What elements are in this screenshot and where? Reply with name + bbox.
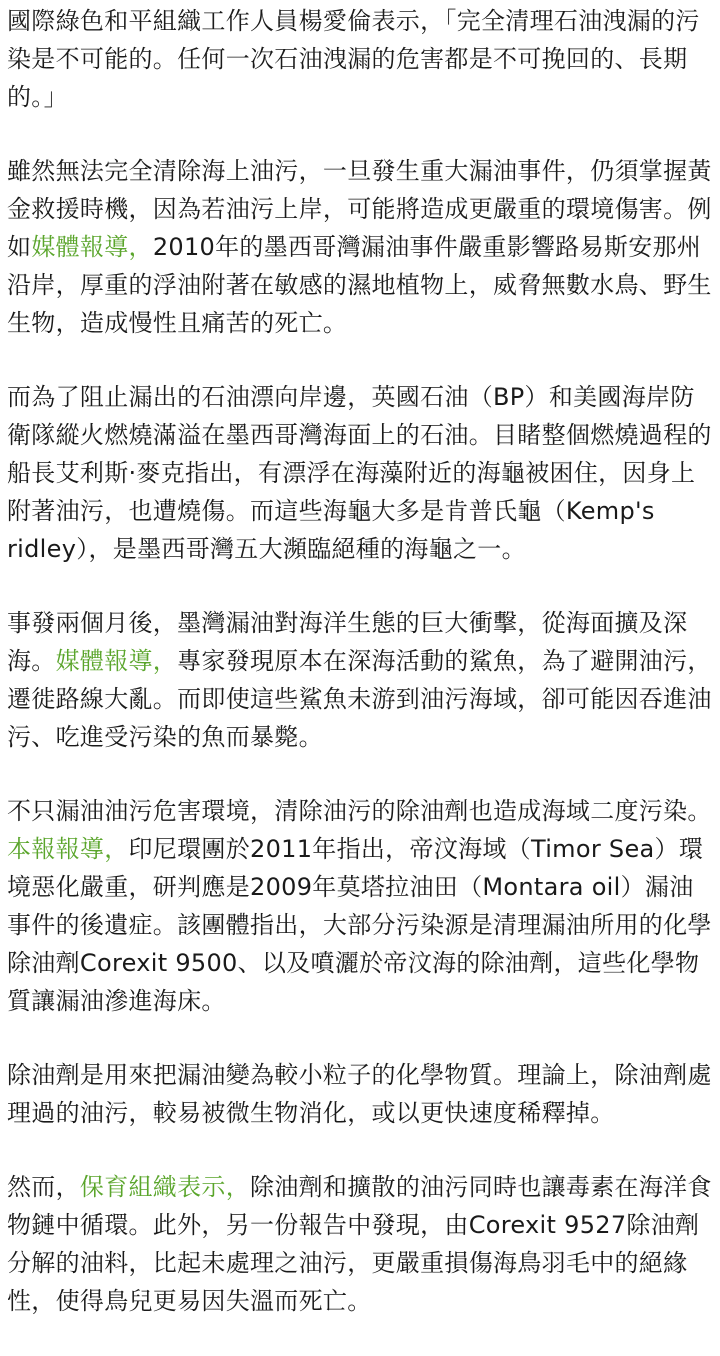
paragraph-text: 事發兩個月後，墨灣漏油對海洋生態的巨大衝擊，從海面擴及深海。 xyxy=(7,609,688,675)
paragraph-text: 除油劑是用來把漏油變為較小粒子的化學物質。理論上，除油劑處理過的油污，較易被微生物消化，或以更快速度稀釋掉。 xyxy=(7,1061,712,1127)
media-report-link[interactable]: 媒體報導， xyxy=(55,647,178,675)
paragraph-food-chain xyxy=(7,1168,713,1320)
paragraph-text: 不只漏油油污危害環境，清除油污的除油劑也造成海域二度污染。 xyxy=(7,797,712,825)
paragraph-dispersant-definition xyxy=(7,1056,713,1132)
media-report-link[interactable]: 媒體報導， xyxy=(31,233,153,261)
our-report-link[interactable]: 本報報導， xyxy=(7,835,129,863)
paragraph-text: 印尼環團於2011年指出，帝汶海域（Timor Sea）環境惡化嚴重，研判應是2009年莫塔拉油田（Montara oil）漏油事件的後遺症。該團體指出，大部分污染源是清理漏油所用的化學除油劑Corexit 9500、以及噴灑於帝汶海的除油劑，這些化學物質讓漏油滲進海床。 xyxy=(7,835,712,1015)
paragraph-text: 然而， xyxy=(7,1173,80,1201)
conservation-group-link[interactable]: 保育組織表示， xyxy=(79,1173,251,1201)
paragraph-controlled-burn xyxy=(7,378,713,568)
paragraph-text: 而為了阻止漏出的石油漂向岸邊，英國石油（BP）和美國海岸防衛隊縱火燃燒滿溢在墨西哥灣海面上的石油。目睹整個燃燒過程的船長艾利斯·麥克指出，有漂浮在海藻附近的海龜被困住，因身上附著油污，也遭燒傷。而這些海龜大多是肯普氏龜（Kemp's ridley），是墨西哥灣五大瀕臨絕種的海龜之一。 xyxy=(7,383,712,563)
paragraph-text: 國際綠色和平組織工作人員楊愛倫表示，「完全清理石油洩漏的污染是不可能的。任何一次石油洩漏的危害都是不可挽回的、長期的。」 xyxy=(7,7,700,111)
paragraph-greenpeace-quote xyxy=(7,2,713,116)
paragraph-text: 除油劑和擴散的油污同時也讓毒素在海洋食物鏈中循環。此外，另一份報告中發現，由Corexit 9527除油劑分解的油料，比起未處理之油污，更嚴重損傷海鳥羽毛中的絕緣性，使得鳥兒更易因失溫而死亡。 xyxy=(7,1173,712,1315)
article-body xyxy=(7,0,713,1356)
paragraph-text: 專家發現原本在深海活動的鯊魚，為了避開油污，遷徙路線大亂。而即使這些鯊魚未游到油污海域，卻可能因吞進油污、吃進受污染的魚而暴斃。 xyxy=(7,647,712,751)
paragraph-deep-sea-impact xyxy=(7,604,713,756)
paragraph-golden-rescue xyxy=(7,152,713,342)
paragraph-text: 雖然無法完全清除海上油污，一旦發生重大漏油事件，仍須掌握黃金救援時機，因為若油污上岸，可能將造成更嚴重的環境傷害。例如 xyxy=(7,157,712,261)
paragraph-dispersant-pollution xyxy=(7,792,713,1020)
paragraph-text: 2010年的墨西哥灣漏油事件嚴重影響路易斯安那州沿岸，厚重的浮油附著在敏感的濕地植物上，威脅無數水鳥、野生生物，造成慢性且痛苦的死亡。 xyxy=(7,233,712,337)
